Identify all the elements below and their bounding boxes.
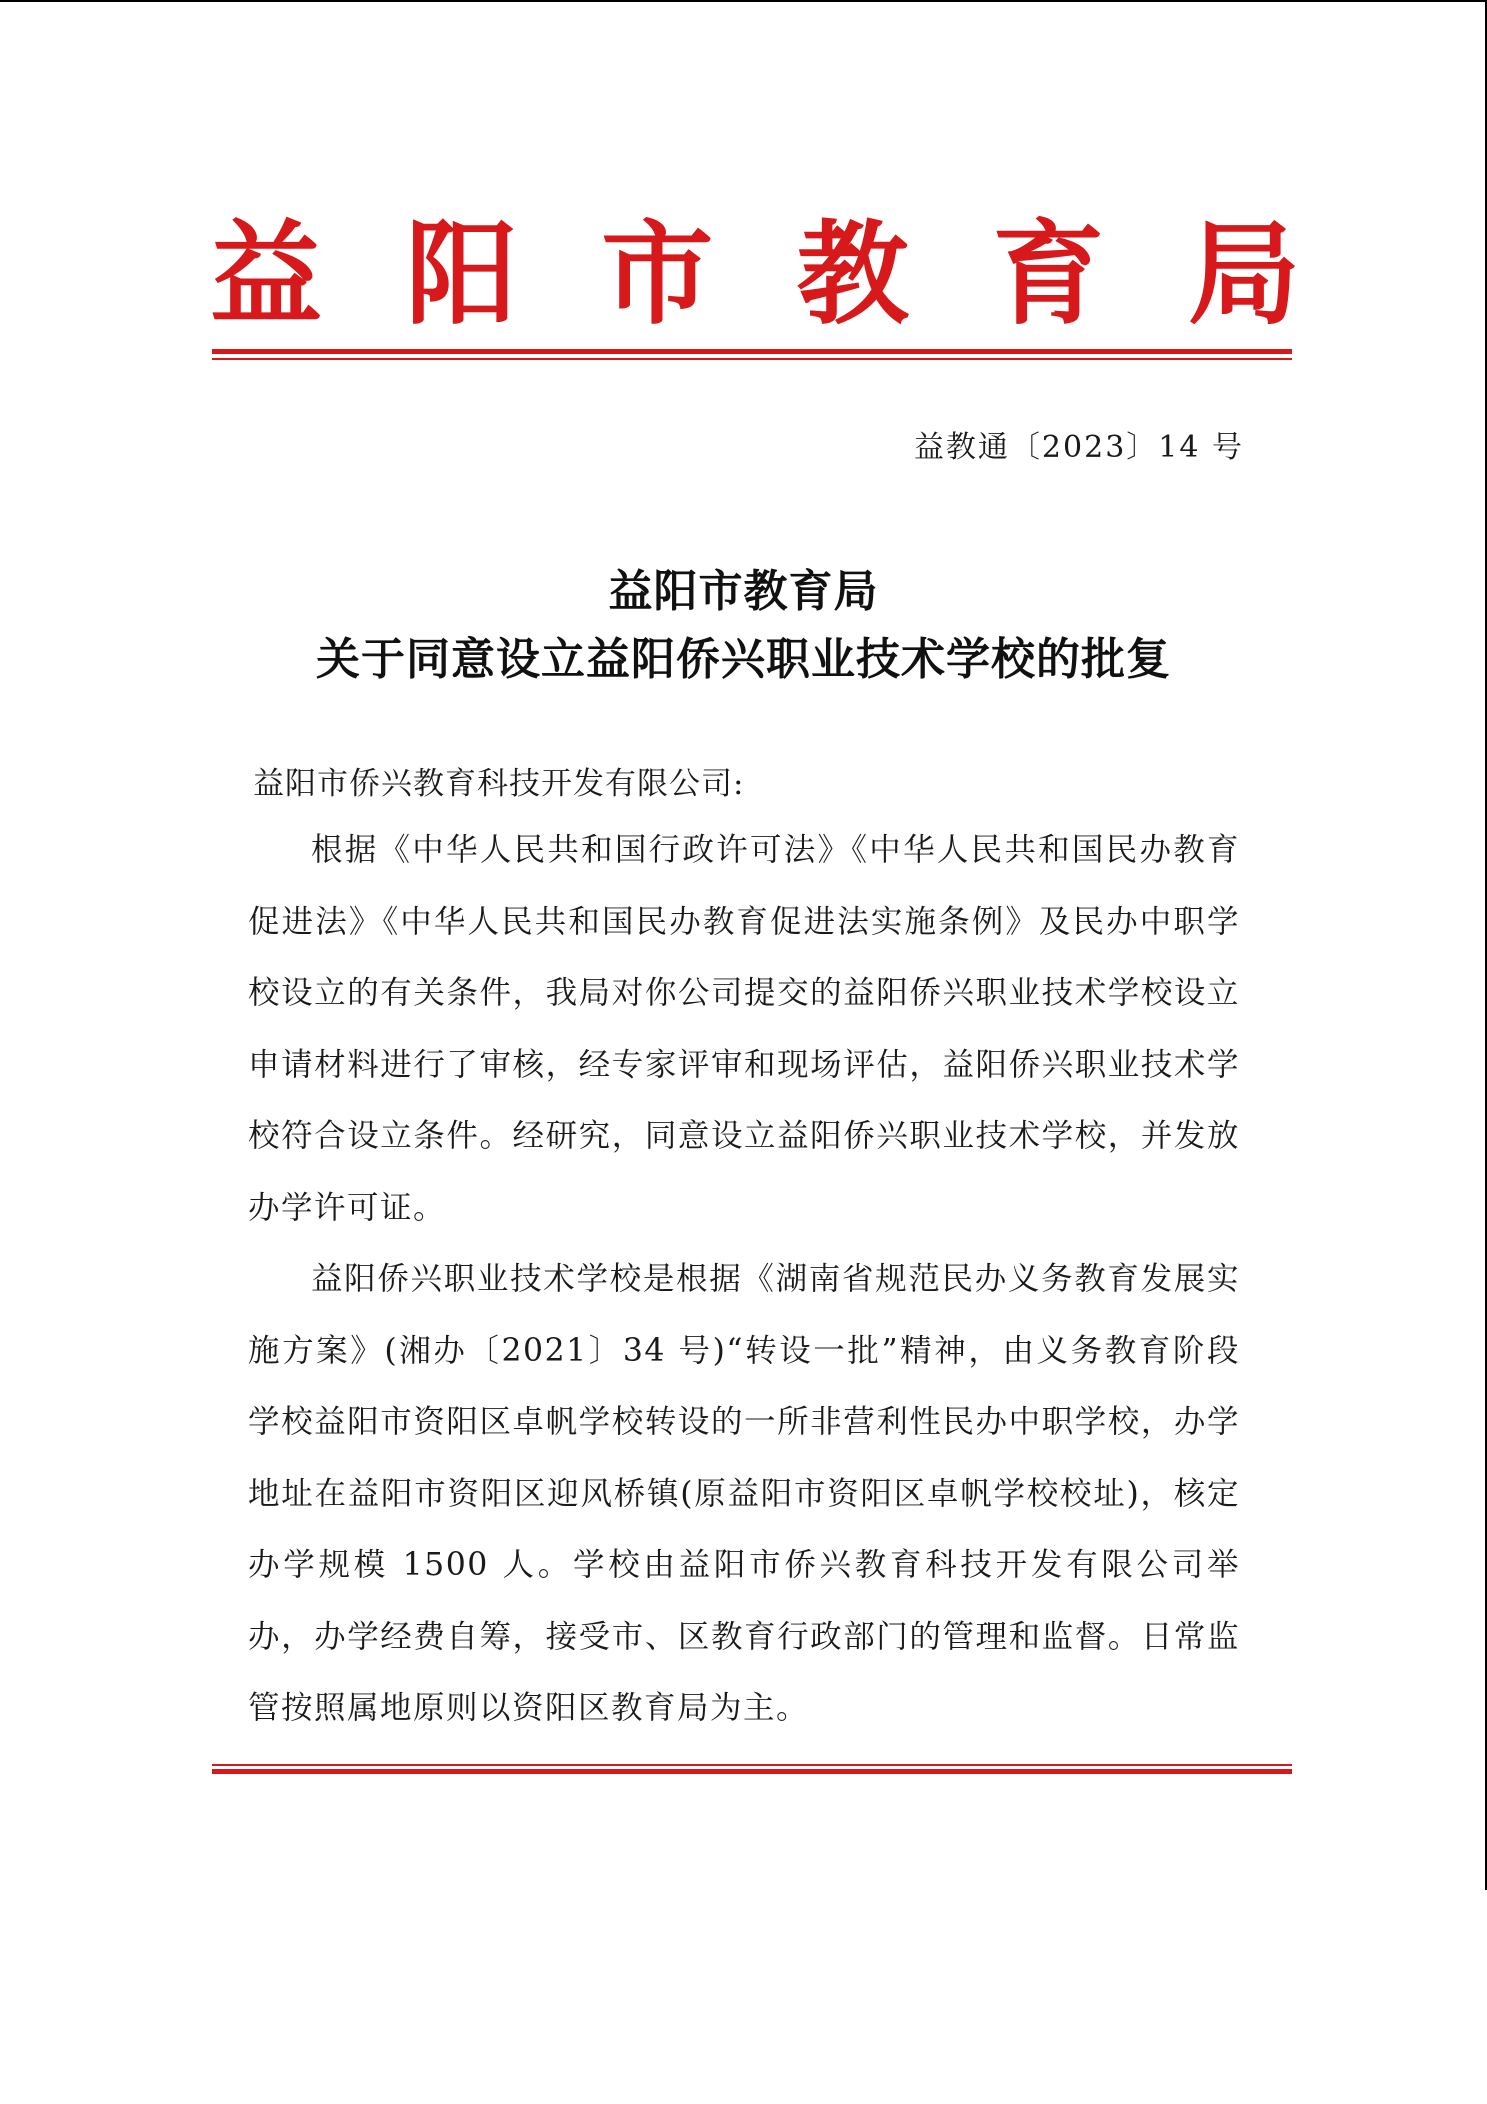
- document-title-line1: 益阳市教育局: [608, 566, 879, 617]
- masthead-char: 局: [1187, 209, 1300, 340]
- masthead-char: 育: [992, 209, 1105, 340]
- masthead-char: 教: [796, 209, 909, 340]
- masthead-title: [210, 209, 1300, 340]
- masthead-divider-thin: [212, 358, 1292, 360]
- footer-divider-thin: [212, 1764, 1292, 1766]
- masthead-char: 阳: [405, 209, 518, 340]
- body-paragraph: 益阳侨兴职业技术学校是根据《湖南省规范民办义务教育发展实施方案》(湘办〔2021〕34 号)“转设一批”精神，由义务教育阶段学校益阳市资阳区卓帆学校转设的一所非营利性民办中职学校，办学地址在益阳市资阳区迎风桥镇(原益阳市资阳区卓帆学校校址)，核定办学规模 1500 人。学校由益阳市侨兴教育科技开发有限公司举办，办学经费自筹，接受市、区教育行政部门的管理和监督。日常监管按照属地原则以资阳区教育局为主。: [248, 1261, 1240, 1726]
- document-title-line2: 关于同意设立益阳侨兴职业技术学校的批复: [316, 634, 1171, 685]
- addressee: 益阳市侨兴教育科技开发有限公司:: [253, 766, 745, 802]
- masthead-char: 益: [210, 209, 322, 340]
- scan-border-top: [0, 0, 1487, 2]
- masthead-divider-thick: [212, 349, 1292, 354]
- body-paragraph: 根据《中华人民共和国行政许可法》《中华人民共和国民办教育促进法》《中华人民共和国民办教育促进法实施条例》及民办中职学校设立的有关条件，我局对你公司提交的益阳侨兴职业技术学校设立申请材料进行了审核，经专家评审和现场评估，益阳侨兴职业技术学校符合设立条件。经研究，同意设立益阳侨兴职业技术学校，并发放办学许可证。: [248, 832, 1240, 1226]
- footer-divider-thick: [212, 1769, 1292, 1774]
- document-number: 益教通〔2023〕14 号: [913, 430, 1244, 465]
- masthead-char: 市: [601, 209, 714, 340]
